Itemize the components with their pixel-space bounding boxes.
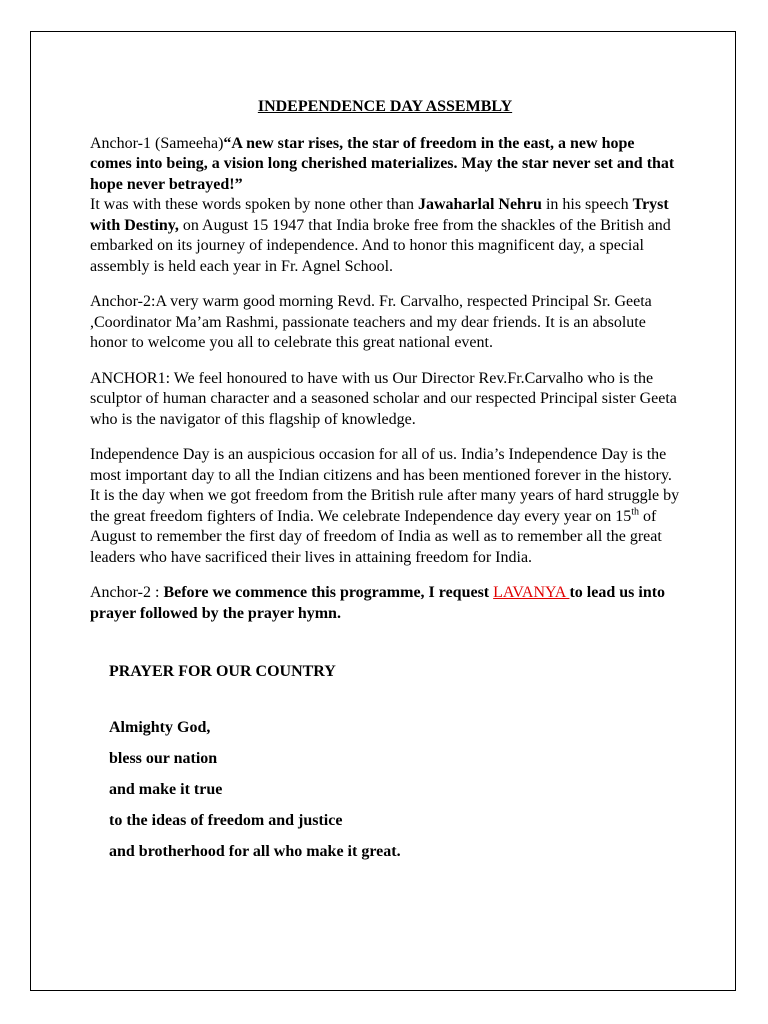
prayer-line: and make it true [109, 781, 223, 798]
paragraph-anchor1-director: ANCHOR1: We feel honoured to have with us Our Director Rev.Fr.Carvalho who is the sculptor of human character and a seasoned scholar and our respected Principal sister Geeta who is the navigator of this flagship of knowledge. [90, 369, 677, 428]
document-body [90, 97, 680, 639]
paragraph-independence-day [90, 445, 680, 568]
prayer-title: PRAYER FOR OUR COUNTRY [109, 663, 336, 680]
prayer-line: bless our nation [109, 750, 218, 767]
paragraph-anchor1-intro [90, 134, 680, 278]
anchor2-label: Anchor-2 : [90, 584, 164, 601]
lavanya-name: LAVANYA [493, 584, 570, 601]
document-page [30, 31, 736, 991]
paragraph-anchor2-welcome: Anchor-2:A very warm good morning Revd. Fr. Carvalho, respected Principal Sr. Geeta ,Coordinator Ma’am Rashmi, passionate teachers and my dear friends. It is an absolute honor to welcome you all to celebrate this great national event. [90, 293, 652, 351]
paragraph-anchor2-prayer-request [90, 583, 680, 624]
prayer-line: and brotherhood for all who make it great. [109, 843, 401, 860]
independence-text-b: of August to remember the first day of freedom of India as well as to remember all the great leaders who have sacrificed their lives in attaining freedom for India. [90, 507, 662, 566]
page-title: INDEPENDENCE DAY ASSEMBLY [257, 98, 513, 115]
prayer-line: Almighty God, [109, 719, 211, 736]
independence-text-a: Independence Day is an auspicious occasion for all of us. India’s Independence Day is the most important day to all the Indian citizens and has been mentioned forever in the history. It is the day when we got freedom from the British rule after many years of hard struggle by the great freedom fighters of India. We celebrate Independence day every year on 15 [90, 446, 680, 525]
tryst-with-destiny: Tryst with Destiny, [90, 196, 669, 234]
nehru-name: Jawaharlal Nehru [417, 196, 542, 213]
intro-text-2: in his speech [541, 196, 633, 213]
anchor1-label: Anchor-1 (Sameeha) [90, 134, 224, 152]
prayer-line: to the ideas of freedom and justice [109, 812, 343, 829]
superscript-th: th [631, 506, 640, 518]
intro-text-1: It was with these words spoken by none other than [90, 196, 418, 213]
nehru-quote: “A new star rises, the star of freedom in the east, a new hope comes into being, a vision long cherished materializes. May the star never set and that hope never betrayed!” [90, 134, 675, 193]
prayer-lines [109, 718, 401, 873]
prayer-request-text-2: to lead us into prayer followed by the prayer hymn. [90, 584, 666, 622]
intro-text-3: on August 15 1947 that India broke free from the shackles of the British and embarked on its journey of independence. And to honor this magnificent day, a special assembly is held each year in Fr. Agnel School. [90, 216, 671, 275]
prayer-request-text-1: Before we commence this programme, I request [163, 584, 494, 601]
